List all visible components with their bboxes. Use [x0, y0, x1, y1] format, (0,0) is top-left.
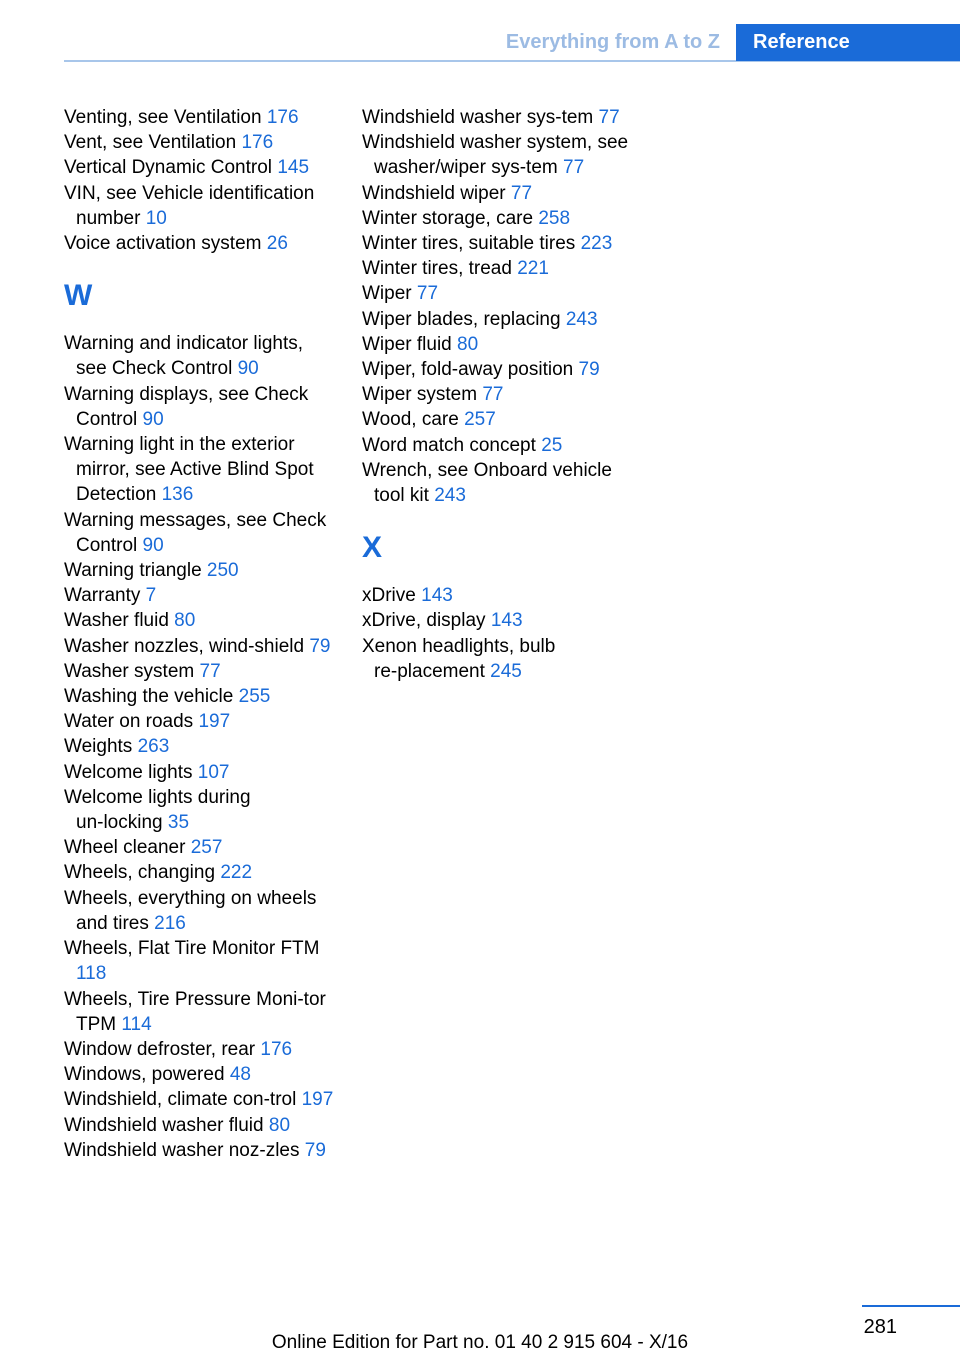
index-page-link[interactable]: 80: [268, 1114, 291, 1136]
index-entry-text: Xenon headlights, bulb re‑placement: [362, 635, 556, 682]
index-page-link[interactable]: 255: [238, 686, 271, 708]
index-entry: [64, 734, 336, 759]
index-page-link[interactable]: 80: [457, 333, 479, 355]
index-entry-text: Welcome lights during un‑locking: [64, 786, 251, 834]
index-entry: [362, 256, 634, 281]
index-entry: [64, 835, 336, 860]
index-page-link[interactable]: 263: [137, 736, 170, 758]
index-page-link[interactable]: 79: [578, 359, 600, 381]
index-entry: [362, 332, 634, 357]
index-page-link[interactable]: 7: [145, 585, 157, 607]
index-entry-text: Wiper, fold-away position: [362, 359, 574, 381]
index-entry: [64, 659, 336, 684]
index-page-link[interactable]: 10: [145, 207, 167, 229]
index-entry-text: xDrive, display: [362, 610, 486, 632]
index-entry-text: Word match concept: [362, 434, 536, 456]
index-entry: [362, 433, 634, 458]
index-entry: [64, 1037, 336, 1062]
index-entry: [362, 608, 634, 633]
index-entry: [64, 1062, 336, 1087]
index-page-link[interactable]: 176: [260, 1038, 293, 1060]
index-entry-text: Windshield washer system, see washer/wiper sys‑tem: [362, 132, 629, 179]
index-letter-heading: X: [362, 531, 383, 565]
index-entry-text: Warranty: [64, 585, 141, 607]
index-entry-text: Wheels, changing: [64, 862, 216, 884]
index-page-link[interactable]: 243: [434, 485, 466, 507]
index-entry: [362, 583, 634, 608]
index-page-link[interactable]: 222: [220, 862, 253, 884]
index-entry-text: Wiper blades, replacing: [362, 308, 561, 330]
header-section-title: Everything from A to Z: [505, 31, 720, 53]
index-entry-text: Winter tires, suitable tires: [362, 233, 576, 255]
index-entry-text: Wheels, everything on wheels and tires: [64, 887, 317, 934]
index-entry: [64, 1087, 336, 1112]
index-entry-text: Winter tires, tread: [362, 258, 512, 280]
page-number: 281: [863, 1316, 897, 1338]
index-page-link[interactable]: 26: [266, 233, 288, 255]
index-page-link[interactable]: 25: [541, 434, 563, 456]
index-page-link[interactable]: 77: [416, 283, 439, 305]
index-page-link[interactable]: 80: [174, 610, 196, 632]
index-entry: [64, 181, 336, 231]
index-page-link[interactable]: 77: [598, 107, 620, 128]
index-entry: [64, 558, 336, 583]
index-entry: [64, 785, 336, 835]
index-entry-text: Window defroster, rear: [64, 1038, 256, 1060]
index-page-link[interactable]: 79: [309, 635, 331, 657]
index-entry-text: Weights: [64, 736, 133, 758]
index-entry-text: Windshield washer noz‑zles: [64, 1139, 300, 1161]
index-entry: [64, 382, 336, 432]
index-entry-text: Vertical Dynamic Control: [64, 157, 273, 179]
index-page-link[interactable]: 77: [510, 182, 533, 204]
index-entry: [362, 281, 634, 306]
index-page-link[interactable]: 107: [197, 761, 230, 783]
index-entry-text: VIN, see Vehicle identification number: [64, 182, 315, 229]
index-entry-text: Windshield washer sys‑tem: [362, 107, 594, 128]
index-page-link[interactable]: 77: [482, 384, 504, 406]
index-entry-text: Vent, see Ventilation: [64, 132, 237, 154]
index-letter-heading: W: [64, 279, 93, 313]
index-page-link[interactable]: 258: [538, 207, 571, 229]
index-entry: [362, 105, 634, 130]
index-page-link[interactable]: 136: [161, 484, 194, 506]
index-entry-text: Washing the vehicle: [64, 686, 234, 708]
index-entry-text: xDrive: [362, 585, 416, 607]
index-page-link[interactable]: 143: [490, 610, 523, 632]
index-entry: [64, 508, 336, 558]
index-page-link[interactable]: 90: [142, 408, 164, 430]
index-page-link[interactable]: 223: [580, 233, 613, 255]
index-entry: [64, 583, 336, 608]
index-page-link[interactable]: 35: [167, 812, 190, 834]
index-page-link[interactable]: 176: [241, 132, 274, 154]
index-entry: [64, 936, 336, 986]
page-number-rule: [862, 1305, 960, 1307]
index-entry-text: Wheels, Tire Pressure Moni‑tor TPM: [64, 988, 326, 1035]
index-page-link[interactable]: 257: [464, 409, 496, 431]
index-entry: [362, 357, 634, 382]
index-page-link[interactable]: 197: [198, 711, 231, 733]
index-entry-text: Warning displays, see Check Control: [64, 383, 309, 430]
index-page-link[interactable]: 216: [154, 912, 186, 934]
index-page-link[interactable]: 145: [277, 157, 310, 179]
index-entry: [362, 307, 634, 332]
index-entry: [64, 1138, 336, 1163]
index-entry-text: Washer nozzles, wind‑shield: [64, 635, 305, 657]
index-entry: [64, 155, 336, 180]
index-entry: [64, 1113, 336, 1138]
index-entry: [64, 432, 336, 508]
index-entry: [64, 231, 336, 256]
index-entry: [64, 130, 336, 155]
index-entry-text: Warning and indicator lights, see Check Control: [64, 333, 304, 380]
index-page-link[interactable]: 245: [490, 660, 522, 682]
index-page-link[interactable]: 48: [229, 1064, 251, 1086]
index-entry-text: Wiper: [362, 283, 412, 305]
index-entry: [362, 231, 634, 256]
index-entry: [64, 987, 336, 1037]
index-page-link[interactable]: 114: [121, 1013, 152, 1035]
index-page-link[interactable]: 250: [206, 560, 239, 582]
index-entry-text: Wiper system: [362, 384, 478, 406]
index-entry: [64, 860, 336, 885]
index-entry: [362, 458, 634, 508]
index-entry: [362, 206, 634, 231]
index-entry-text: Wiper fluid: [362, 333, 452, 355]
index-entry: [64, 709, 336, 734]
index-entry-text: Windshield washer fluid: [64, 1114, 264, 1136]
index-entry-text: Venting, see Ventilation: [64, 107, 262, 128]
index-column-left: [64, 105, 336, 1163]
index-page-link[interactable]: 221: [517, 258, 549, 280]
index-entry: [362, 407, 634, 432]
index-entry: [64, 608, 336, 633]
index-entry-text: Wood, care: [362, 409, 459, 431]
header-tab: [736, 24, 960, 61]
index-page-link[interactable]: 77: [199, 660, 221, 682]
index-entry-text: Voice activation system: [64, 233, 262, 255]
index-entry: [362, 634, 634, 684]
index-page-link[interactable]: 118: [76, 963, 107, 985]
index-page-link[interactable]: 243: [565, 308, 598, 330]
index-entry-text: Washer fluid: [64, 610, 169, 632]
index-page-link[interactable]: 176: [266, 107, 299, 128]
index-page-link[interactable]: 90: [237, 358, 259, 380]
index-entry-text: Wheels, Flat Tire Monitor FTM: [64, 938, 320, 960]
index-entry: [64, 331, 336, 381]
index-page-link[interactable]: 79: [304, 1139, 326, 1161]
index-page-link[interactable]: 90: [142, 534, 164, 556]
index-entry-text: Winter storage, care: [362, 207, 534, 229]
index-entry-text: Warning light in the exterior mirror, see Active Blind Spot Detection: [64, 434, 314, 506]
index-column-right: [362, 105, 634, 684]
index-entry: [362, 130, 634, 180]
index-entry-text: Welcome lights: [64, 761, 193, 783]
index-entry-text: Windshield wiper: [362, 182, 506, 204]
index-entry-text: Windshield, climate con‑trol: [64, 1089, 297, 1111]
index-entry-text: Water on roads: [64, 711, 194, 733]
footer-text: Online Edition for Part no. 01 40 2 915 604 - X/16: [271, 1332, 689, 1353]
index-entry: [362, 181, 634, 206]
index-entry: [362, 382, 634, 407]
index-entry-text: Warning messages, see Check Control: [64, 509, 327, 556]
index-entry: [64, 684, 336, 709]
index-page-link[interactable]: 143: [421, 585, 453, 607]
index-page-link[interactable]: 77: [563, 157, 585, 179]
index-page-link[interactable]: 197: [301, 1089, 334, 1111]
index-entry: [64, 760, 336, 785]
index-entry-text: Washer system: [64, 660, 195, 682]
index-page-link[interactable]: 257: [190, 837, 223, 859]
index-entry: [64, 105, 336, 130]
index-entry: [64, 634, 336, 659]
index-entry-text: Wheel cleaner: [64, 837, 186, 859]
index-entry: [64, 886, 336, 936]
index-entry-text: Windows, powered: [64, 1064, 225, 1086]
header-tab-label: Reference: [753, 31, 850, 53]
index-entry-text: Wrench, see Onboard vehicle tool kit: [362, 459, 612, 507]
index-entry-text: Warning triangle: [64, 560, 202, 582]
